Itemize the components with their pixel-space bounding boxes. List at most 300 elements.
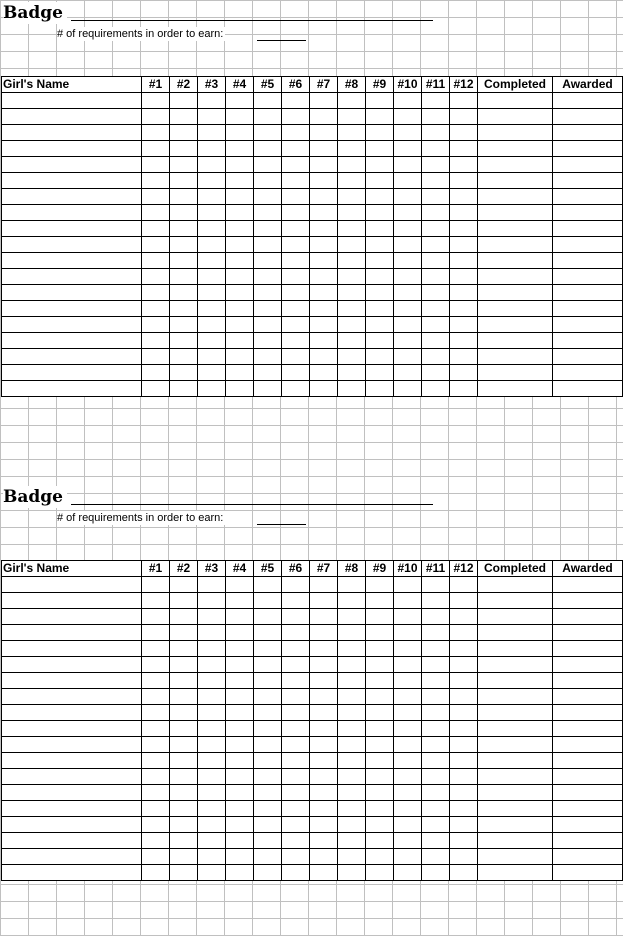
requirement-cell-1[interactable]	[142, 349, 170, 365]
awarded-cell[interactable]	[553, 93, 623, 109]
requirement-cell-5[interactable]	[254, 365, 282, 381]
awarded-cell[interactable]	[553, 381, 623, 397]
requirement-cell-2[interactable]	[170, 625, 198, 641]
requirement-cell-4[interactable]	[226, 577, 254, 593]
girls-name-cell[interactable]	[2, 157, 142, 173]
requirement-cell-2[interactable]	[170, 817, 198, 833]
requirement-cell-12[interactable]	[450, 381, 478, 397]
requirement-cell-3[interactable]	[198, 157, 226, 173]
requirement-cell-2[interactable]	[170, 753, 198, 769]
requirement-cell-2[interactable]	[170, 141, 198, 157]
requirement-cell-6[interactable]	[282, 349, 310, 365]
requirement-cell-5[interactable]	[254, 237, 282, 253]
requirement-cell-7[interactable]	[310, 237, 338, 253]
requirement-cell-6[interactable]	[282, 285, 310, 301]
requirement-cell-9[interactable]	[366, 189, 394, 205]
requirement-cell-12[interactable]	[450, 173, 478, 189]
requirement-cell-3[interactable]	[198, 221, 226, 237]
requirement-cell-4[interactable]	[226, 641, 254, 657]
requirement-cell-9[interactable]	[366, 381, 394, 397]
requirement-cell-10[interactable]	[394, 753, 422, 769]
requirement-cell-2[interactable]	[170, 301, 198, 317]
requirement-cell-7[interactable]	[310, 269, 338, 285]
requirement-cell-7[interactable]	[310, 785, 338, 801]
awarded-cell[interactable]	[553, 801, 623, 817]
requirement-cell-5[interactable]	[254, 157, 282, 173]
completed-cell[interactable]	[478, 865, 553, 881]
requirement-cell-4[interactable]	[226, 125, 254, 141]
completed-cell[interactable]	[478, 125, 553, 141]
requirement-cell-3[interactable]	[198, 689, 226, 705]
requirement-cell-4[interactable]	[226, 109, 254, 125]
requirement-cell-8[interactable]	[338, 641, 366, 657]
requirement-cell-12[interactable]	[450, 577, 478, 593]
requirement-cell-3[interactable]	[198, 737, 226, 753]
requirement-cell-9[interactable]	[366, 93, 394, 109]
requirement-cell-1[interactable]	[142, 657, 170, 673]
requirement-cell-5[interactable]	[254, 577, 282, 593]
requirement-cell-9[interactable]	[366, 865, 394, 881]
requirement-cell-5[interactable]	[254, 125, 282, 141]
requirement-cell-1[interactable]	[142, 333, 170, 349]
completed-cell[interactable]	[478, 317, 553, 333]
requirement-cell-9[interactable]	[366, 801, 394, 817]
requirement-cell-7[interactable]	[310, 109, 338, 125]
completed-cell[interactable]	[478, 769, 553, 785]
requirement-cell-7[interactable]	[310, 317, 338, 333]
requirement-cell-7[interactable]	[310, 705, 338, 721]
requirement-cell-6[interactable]	[282, 593, 310, 609]
requirement-cell-6[interactable]	[282, 269, 310, 285]
requirement-cell-12[interactable]	[450, 705, 478, 721]
requirement-cell-10[interactable]	[394, 865, 422, 881]
requirement-cell-6[interactable]	[282, 865, 310, 881]
requirement-cell-7[interactable]	[310, 285, 338, 301]
awarded-cell[interactable]	[553, 769, 623, 785]
completed-cell[interactable]	[478, 721, 553, 737]
completed-cell[interactable]	[478, 785, 553, 801]
requirement-cell-8[interactable]	[338, 865, 366, 881]
requirement-cell-8[interactable]	[338, 817, 366, 833]
awarded-cell[interactable]	[553, 333, 623, 349]
requirement-cell-8[interactable]	[338, 141, 366, 157]
requirement-cell-10[interactable]	[394, 237, 422, 253]
requirement-cell-2[interactable]	[170, 657, 198, 673]
requirement-cell-8[interactable]	[338, 285, 366, 301]
requirement-cell-6[interactable]	[282, 141, 310, 157]
requirement-cell-1[interactable]	[142, 381, 170, 397]
requirement-cell-6[interactable]	[282, 689, 310, 705]
requirement-cell-12[interactable]	[450, 801, 478, 817]
requirement-cell-5[interactable]	[254, 689, 282, 705]
girls-name-cell[interactable]	[2, 205, 142, 221]
requirement-cell-5[interactable]	[254, 721, 282, 737]
requirement-cell-9[interactable]	[366, 689, 394, 705]
requirement-cell-2[interactable]	[170, 205, 198, 221]
completed-cell[interactable]	[478, 641, 553, 657]
girls-name-cell[interactable]	[2, 141, 142, 157]
requirement-cell-12[interactable]	[450, 833, 478, 849]
requirement-cell-1[interactable]	[142, 673, 170, 689]
requirement-cell-1[interactable]	[142, 609, 170, 625]
requirement-cell-7[interactable]	[310, 141, 338, 157]
requirement-cell-6[interactable]	[282, 721, 310, 737]
requirement-cell-8[interactable]	[338, 381, 366, 397]
requirement-cell-7[interactable]	[310, 641, 338, 657]
requirement-cell-1[interactable]	[142, 125, 170, 141]
requirement-cell-10[interactable]	[394, 109, 422, 125]
requirement-cell-10[interactable]	[394, 657, 422, 673]
requirement-cell-4[interactable]	[226, 769, 254, 785]
requirement-cell-2[interactable]	[170, 833, 198, 849]
completed-cell[interactable]	[478, 673, 553, 689]
awarded-cell[interactable]	[553, 141, 623, 157]
requirement-cell-11[interactable]	[422, 657, 450, 673]
requirement-cell-7[interactable]	[310, 609, 338, 625]
requirement-cell-12[interactable]	[450, 769, 478, 785]
requirement-cell-2[interactable]	[170, 237, 198, 253]
requirement-cell-9[interactable]	[366, 705, 394, 721]
requirement-cell-2[interactable]	[170, 93, 198, 109]
requirement-cell-6[interactable]	[282, 189, 310, 205]
completed-cell[interactable]	[478, 237, 553, 253]
requirement-cell-5[interactable]	[254, 785, 282, 801]
awarded-cell[interactable]	[553, 285, 623, 301]
requirement-cell-3[interactable]	[198, 365, 226, 381]
requirement-cell-10[interactable]	[394, 333, 422, 349]
requirement-cell-7[interactable]	[310, 737, 338, 753]
requirement-cell-11[interactable]	[422, 189, 450, 205]
requirement-cell-6[interactable]	[282, 109, 310, 125]
requirement-cell-8[interactable]	[338, 349, 366, 365]
badge-name-blank[interactable]	[71, 20, 433, 21]
awarded-cell[interactable]	[553, 657, 623, 673]
requirement-cell-8[interactable]	[338, 609, 366, 625]
requirement-cell-7[interactable]	[310, 593, 338, 609]
requirement-cell-1[interactable]	[142, 237, 170, 253]
awarded-cell[interactable]	[553, 673, 623, 689]
requirement-cell-6[interactable]	[282, 817, 310, 833]
requirement-cell-7[interactable]	[310, 365, 338, 381]
requirement-cell-11[interactable]	[422, 285, 450, 301]
requirement-cell-9[interactable]	[366, 673, 394, 689]
requirement-cell-3[interactable]	[198, 109, 226, 125]
requirement-cell-10[interactable]	[394, 157, 422, 173]
requirement-cell-12[interactable]	[450, 253, 478, 269]
requirement-cell-2[interactable]	[170, 109, 198, 125]
requirement-cell-4[interactable]	[226, 269, 254, 285]
awarded-cell[interactable]	[553, 817, 623, 833]
requirement-cell-3[interactable]	[198, 317, 226, 333]
requirement-cell-4[interactable]	[226, 801, 254, 817]
requirement-cell-6[interactable]	[282, 753, 310, 769]
requirement-cell-5[interactable]	[254, 641, 282, 657]
requirement-cell-6[interactable]	[282, 365, 310, 381]
requirement-cell-2[interactable]	[170, 801, 198, 817]
requirement-cell-4[interactable]	[226, 333, 254, 349]
requirement-cell-12[interactable]	[450, 205, 478, 221]
requirement-cell-11[interactable]	[422, 237, 450, 253]
requirement-cell-4[interactable]	[226, 865, 254, 881]
girls-name-cell[interactable]	[2, 333, 142, 349]
awarded-cell[interactable]	[553, 737, 623, 753]
requirement-cell-4[interactable]	[226, 141, 254, 157]
completed-cell[interactable]	[478, 221, 553, 237]
requirement-cell-10[interactable]	[394, 609, 422, 625]
requirement-cell-11[interactable]	[422, 833, 450, 849]
requirement-cell-7[interactable]	[310, 157, 338, 173]
requirement-cell-12[interactable]	[450, 365, 478, 381]
requirement-cell-8[interactable]	[338, 801, 366, 817]
awarded-cell[interactable]	[553, 109, 623, 125]
requirement-cell-2[interactable]	[170, 705, 198, 721]
requirement-cell-11[interactable]	[422, 269, 450, 285]
requirement-cell-1[interactable]	[142, 737, 170, 753]
requirement-cell-8[interactable]	[338, 253, 366, 269]
requirement-cell-12[interactable]	[450, 349, 478, 365]
requirement-cell-8[interactable]	[338, 833, 366, 849]
girls-name-cell[interactable]	[2, 625, 142, 641]
requirement-cell-8[interactable]	[338, 753, 366, 769]
requirement-cell-8[interactable]	[338, 189, 366, 205]
requirement-cell-8[interactable]	[338, 625, 366, 641]
requirement-cell-4[interactable]	[226, 221, 254, 237]
badge-name-blank[interactable]	[71, 504, 433, 505]
requirement-cell-8[interactable]	[338, 125, 366, 141]
requirement-cell-3[interactable]	[198, 333, 226, 349]
requirement-cell-4[interactable]	[226, 705, 254, 721]
awarded-cell[interactable]	[553, 157, 623, 173]
awarded-cell[interactable]	[553, 833, 623, 849]
requirement-cell-10[interactable]	[394, 641, 422, 657]
requirement-cell-5[interactable]	[254, 737, 282, 753]
requirement-cell-2[interactable]	[170, 125, 198, 141]
requirement-cell-3[interactable]	[198, 141, 226, 157]
requirement-cell-11[interactable]	[422, 609, 450, 625]
requirement-cell-2[interactable]	[170, 173, 198, 189]
requirement-cell-2[interactable]	[170, 673, 198, 689]
requirement-cell-2[interactable]	[170, 865, 198, 881]
requirement-cell-7[interactable]	[310, 125, 338, 141]
requirement-cell-12[interactable]	[450, 641, 478, 657]
requirement-cell-1[interactable]	[142, 705, 170, 721]
requirement-cell-8[interactable]	[338, 109, 366, 125]
requirement-cell-10[interactable]	[394, 173, 422, 189]
requirement-cell-4[interactable]	[226, 285, 254, 301]
requirement-cell-9[interactable]	[366, 109, 394, 125]
requirement-cell-10[interactable]	[394, 593, 422, 609]
awarded-cell[interactable]	[553, 237, 623, 253]
requirement-cell-3[interactable]	[198, 577, 226, 593]
requirement-cell-11[interactable]	[422, 301, 450, 317]
requirement-cell-4[interactable]	[226, 365, 254, 381]
requirement-cell-8[interactable]	[338, 333, 366, 349]
girls-name-cell[interactable]	[2, 173, 142, 189]
requirement-cell-9[interactable]	[366, 173, 394, 189]
requirement-cell-9[interactable]	[366, 141, 394, 157]
requirement-cell-11[interactable]	[422, 865, 450, 881]
requirement-cell-12[interactable]	[450, 317, 478, 333]
completed-cell[interactable]	[478, 689, 553, 705]
requirement-cell-1[interactable]	[142, 269, 170, 285]
requirement-cell-6[interactable]	[282, 849, 310, 865]
requirement-cell-3[interactable]	[198, 801, 226, 817]
girls-name-cell[interactable]	[2, 593, 142, 609]
completed-cell[interactable]	[478, 705, 553, 721]
requirement-cell-3[interactable]	[198, 205, 226, 221]
requirement-cell-3[interactable]	[198, 833, 226, 849]
requirement-cell-3[interactable]	[198, 125, 226, 141]
completed-cell[interactable]	[478, 625, 553, 641]
requirement-cell-3[interactable]	[198, 253, 226, 269]
requirement-cell-12[interactable]	[450, 221, 478, 237]
completed-cell[interactable]	[478, 333, 553, 349]
requirement-cell-4[interactable]	[226, 205, 254, 221]
requirement-cell-1[interactable]	[142, 253, 170, 269]
requirement-cell-1[interactable]	[142, 157, 170, 173]
requirement-cell-4[interactable]	[226, 753, 254, 769]
requirement-cell-3[interactable]	[198, 769, 226, 785]
requirements-count-blank[interactable]	[257, 524, 306, 525]
requirement-cell-5[interactable]	[254, 285, 282, 301]
requirement-cell-9[interactable]	[366, 269, 394, 285]
requirement-cell-7[interactable]	[310, 833, 338, 849]
requirement-cell-9[interactable]	[366, 125, 394, 141]
requirement-cell-1[interactable]	[142, 865, 170, 881]
requirement-cell-8[interactable]	[338, 237, 366, 253]
requirement-cell-9[interactable]	[366, 237, 394, 253]
requirement-cell-8[interactable]	[338, 673, 366, 689]
girls-name-cell[interactable]	[2, 817, 142, 833]
requirement-cell-9[interactable]	[366, 157, 394, 173]
requirement-cell-6[interactable]	[282, 833, 310, 849]
requirement-cell-4[interactable]	[226, 253, 254, 269]
requirement-cell-1[interactable]	[142, 577, 170, 593]
requirement-cell-9[interactable]	[366, 833, 394, 849]
requirement-cell-1[interactable]	[142, 769, 170, 785]
requirement-cell-10[interactable]	[394, 253, 422, 269]
awarded-cell[interactable]	[553, 721, 623, 737]
requirement-cell-5[interactable]	[254, 609, 282, 625]
requirement-cell-1[interactable]	[142, 801, 170, 817]
requirement-cell-3[interactable]	[198, 817, 226, 833]
completed-cell[interactable]	[478, 173, 553, 189]
requirement-cell-1[interactable]	[142, 109, 170, 125]
awarded-cell[interactable]	[553, 269, 623, 285]
requirement-cell-5[interactable]	[254, 657, 282, 673]
requirement-cell-10[interactable]	[394, 785, 422, 801]
requirement-cell-1[interactable]	[142, 141, 170, 157]
requirement-cell-12[interactable]	[450, 157, 478, 173]
requirement-cell-4[interactable]	[226, 93, 254, 109]
requirement-cell-6[interactable]	[282, 381, 310, 397]
requirement-cell-4[interactable]	[226, 301, 254, 317]
requirement-cell-7[interactable]	[310, 817, 338, 833]
requirement-cell-11[interactable]	[422, 125, 450, 141]
requirement-cell-4[interactable]	[226, 673, 254, 689]
requirement-cell-1[interactable]	[142, 625, 170, 641]
requirement-cell-6[interactable]	[282, 625, 310, 641]
requirement-cell-8[interactable]	[338, 317, 366, 333]
requirement-cell-5[interactable]	[254, 333, 282, 349]
requirement-cell-4[interactable]	[226, 189, 254, 205]
requirement-cell-1[interactable]	[142, 817, 170, 833]
requirement-cell-4[interactable]	[226, 625, 254, 641]
girls-name-cell[interactable]	[2, 753, 142, 769]
requirement-cell-1[interactable]	[142, 721, 170, 737]
requirement-cell-4[interactable]	[226, 737, 254, 753]
requirement-cell-11[interactable]	[422, 365, 450, 381]
requirement-cell-2[interactable]	[170, 381, 198, 397]
requirement-cell-1[interactable]	[142, 833, 170, 849]
requirement-cell-6[interactable]	[282, 333, 310, 349]
girls-name-cell[interactable]	[2, 705, 142, 721]
requirement-cell-4[interactable]	[226, 237, 254, 253]
requirement-cell-10[interactable]	[394, 365, 422, 381]
requirement-cell-12[interactable]	[450, 689, 478, 705]
requirement-cell-11[interactable]	[422, 381, 450, 397]
requirement-cell-5[interactable]	[254, 205, 282, 221]
completed-cell[interactable]	[478, 577, 553, 593]
requirement-cell-4[interactable]	[226, 721, 254, 737]
requirement-cell-6[interactable]	[282, 221, 310, 237]
requirement-cell-8[interactable]	[338, 93, 366, 109]
requirement-cell-12[interactable]	[450, 785, 478, 801]
requirement-cell-5[interactable]	[254, 753, 282, 769]
requirement-cell-11[interactable]	[422, 221, 450, 237]
requirement-cell-11[interactable]	[422, 641, 450, 657]
requirement-cell-4[interactable]	[226, 849, 254, 865]
requirement-cell-8[interactable]	[338, 365, 366, 381]
requirement-cell-11[interactable]	[422, 253, 450, 269]
requirement-cell-1[interactable]	[142, 221, 170, 237]
requirement-cell-4[interactable]	[226, 609, 254, 625]
requirement-cell-1[interactable]	[142, 205, 170, 221]
requirement-cell-12[interactable]	[450, 609, 478, 625]
requirement-cell-10[interactable]	[394, 849, 422, 865]
completed-cell[interactable]	[478, 205, 553, 221]
requirement-cell-5[interactable]	[254, 593, 282, 609]
requirement-cell-9[interactable]	[366, 333, 394, 349]
requirement-cell-7[interactable]	[310, 849, 338, 865]
requirement-cell-10[interactable]	[394, 205, 422, 221]
requirement-cell-11[interactable]	[422, 817, 450, 833]
requirement-cell-10[interactable]	[394, 705, 422, 721]
requirement-cell-9[interactable]	[366, 365, 394, 381]
requirement-cell-4[interactable]	[226, 157, 254, 173]
requirement-cell-5[interactable]	[254, 109, 282, 125]
requirement-cell-1[interactable]	[142, 785, 170, 801]
requirement-cell-7[interactable]	[310, 221, 338, 237]
requirement-cell-3[interactable]	[198, 93, 226, 109]
girls-name-cell[interactable]	[2, 801, 142, 817]
requirement-cell-9[interactable]	[366, 577, 394, 593]
requirement-cell-3[interactable]	[198, 641, 226, 657]
requirement-cell-1[interactable]	[142, 641, 170, 657]
requirement-cell-1[interactable]	[142, 753, 170, 769]
requirement-cell-2[interactable]	[170, 253, 198, 269]
requirement-cell-5[interactable]	[254, 189, 282, 205]
requirement-cell-12[interactable]	[450, 109, 478, 125]
requirement-cell-4[interactable]	[226, 593, 254, 609]
completed-cell[interactable]	[478, 269, 553, 285]
completed-cell[interactable]	[478, 833, 553, 849]
girls-name-cell[interactable]	[2, 641, 142, 657]
requirement-cell-7[interactable]	[310, 753, 338, 769]
requirement-cell-4[interactable]	[226, 689, 254, 705]
requirement-cell-2[interactable]	[170, 609, 198, 625]
requirement-cell-9[interactable]	[366, 609, 394, 625]
